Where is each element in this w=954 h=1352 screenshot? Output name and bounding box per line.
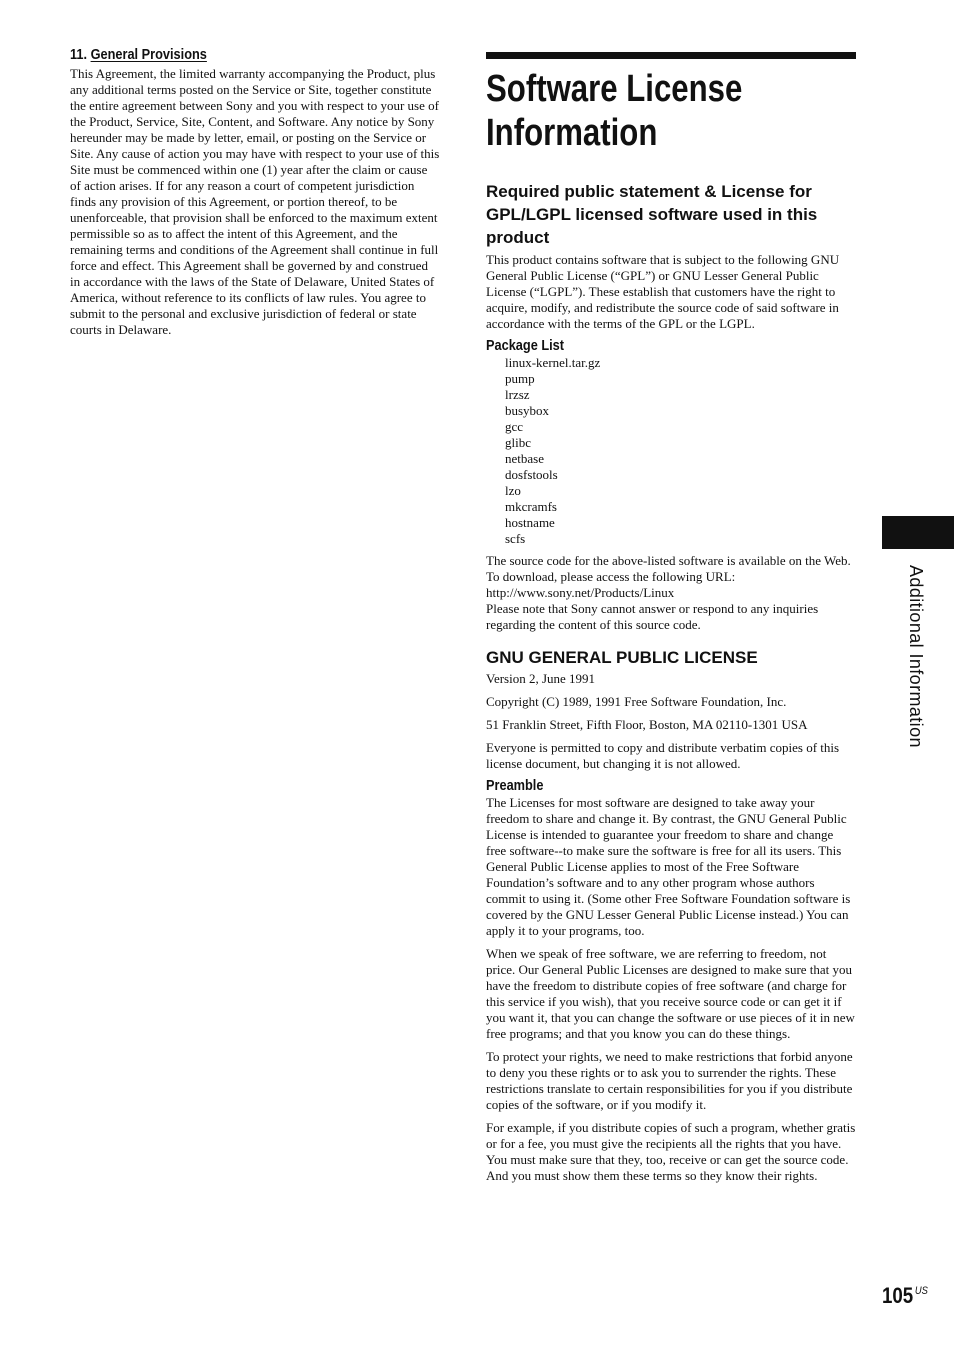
list-item: mkcramfs — [505, 499, 557, 514]
preamble-heading: Preamble — [486, 778, 544, 794]
list-item: glibc — [505, 435, 531, 450]
list-item: dosfstools — [505, 467, 558, 482]
preamble-paragraph-4: For example, if you distribute copies of such a program, whether gratis or for a fee, you must give the recipients all the rights that you have. You must make sure that they, too, receive or can get the source code. And you must show them these terms so they know their rights. — [486, 1120, 856, 1183]
list-item: lzo — [505, 483, 521, 498]
right-column — [486, 52, 856, 1184]
page-number — [882, 1283, 928, 1309]
list-item: netbase — [505, 451, 544, 466]
gpl-version: Version 2, June 1991 — [486, 671, 596, 686]
section-title: General Provisions — [90, 47, 207, 63]
gpl-heading: GNU GENERAL PUBLIC LICENSE — [486, 648, 758, 667]
preamble-paragraph-2: When we speak of free software, we are referring to freedom, not price. Our General Public Licenses are designed to make sure that you have the freedom to distribute copies of free software (and charge for this service if you wish), that you receive source code or can get it if you want it, that you can change the software or use pieces of it in new free programs; and that you know you can do these things. — [486, 946, 855, 1041]
title-rule — [486, 52, 856, 59]
general-provisions-body: This Agreement, the limited warranty accompanying the Product, plus any additional terms posted on the Service or Site, together constitute the entire agreement between Sony and you with respect to your use of the Product, Service, Site, Content, and Software. Any notice by Sony hereunder may be made by letter, email, or posting on the Service or Site. Any cause of action you may have with respect to your use of this Site must be commenced within one (1) year after the claim or cause of action arises. If for any reason a court of competent jurisdiction finds any provision of this Agreement, or portion thereof, to be unenforceable, that provision shall be enforced to the maximum extent permissible so as to affect the intent of this Agreement, and the remaining terms and conditions of the Agreement shall continue in full force and effect. This Agreement shall be governed by and construed in accordance with the laws of the State of Delaware, United States of America, without reference to its conflicts of law rules. You agree to submit to the personal and exclusive jurisdiction of federal or state courts in Delaware. — [70, 66, 440, 337]
statement-heading: Required public statement & License for GPL/LGPL licensed software used in this product — [486, 182, 818, 247]
section-number: 11. — [70, 47, 88, 63]
list-item: busybox — [505, 403, 550, 418]
gpl-address: 51 Franklin Street, Fifth Floor, Boston, MA 02110-1301 USA — [486, 717, 808, 732]
list-item: hostname — [505, 515, 555, 530]
package-list-heading: Package List — [486, 338, 565, 354]
page-title-line-1: Software License — [486, 68, 743, 110]
left-column — [70, 46, 440, 338]
download-instruction: To download, please access the following URL: — [486, 569, 736, 584]
page-title-line-2: Information — [486, 112, 658, 154]
side-tab-marker — [882, 516, 954, 549]
list-item: linux-kernel.tar.gz — [505, 355, 601, 370]
source-availability-text: The source code for the above-listed software is available on the Web. — [486, 553, 851, 568]
preamble-paragraph-3: To protect your rights, we need to make restrictions that forbid anyone to deny you these rights or to ask you to surrender the rights. These restrictions translate to certain responsibilities for you if you distribute copies of the software, or if you modify it. — [486, 1049, 853, 1112]
gpl-copyright: Copyright (C) 1989, 1991 Free Software Foundation, Inc. — [486, 694, 787, 709]
statement-body: This product contains software that is subject to the following GNU General Public License (“GPL”) or GNU Lesser General Public License (“LGPL”). These establish that customers have the right to acquire, modify, and redistribute the source code of said software in accordance with the terms of the GPL or the LGPL. — [486, 252, 840, 331]
list-item: lrzsz — [505, 387, 530, 402]
source-url: http://www.sony.net/Products/Linux — [486, 585, 675, 600]
section-heading-general-provisions — [70, 46, 396, 64]
inquiry-notice: Please note that Sony cannot answer or respond to any inquiries regarding the content of this source code. — [486, 601, 819, 632]
package-list — [486, 355, 856, 547]
list-item: scfs — [505, 531, 526, 546]
source-code-notice — [486, 553, 856, 633]
list-item: gcc — [505, 419, 524, 434]
page-number-value: 105 — [882, 1283, 914, 1308]
preamble-paragraph-1: The Licenses for most software are designed to take away your freedom to share and change it. By contrast, the GNU General Public License is intended to guarantee your freedom to share and change free software--to make sure the software is free for all its users. This General Public License applies to most of the Free Software Foundation’s software and to any other program whose authors commit to using it. (Some other Free Software Foundation software is covered by the GNU Lesser General Public License instead.) You can apply it to your programs, too. — [486, 795, 851, 938]
page-title — [486, 67, 789, 155]
list-item: pump — [505, 371, 535, 386]
side-tab-label: Additional Information — [906, 565, 926, 748]
gpl-permission: Everyone is permitted to copy and distribute verbatim copies of this license document, but changing it is not allowed. — [486, 740, 840, 771]
page-number-suffix: US — [914, 1285, 928, 1297]
